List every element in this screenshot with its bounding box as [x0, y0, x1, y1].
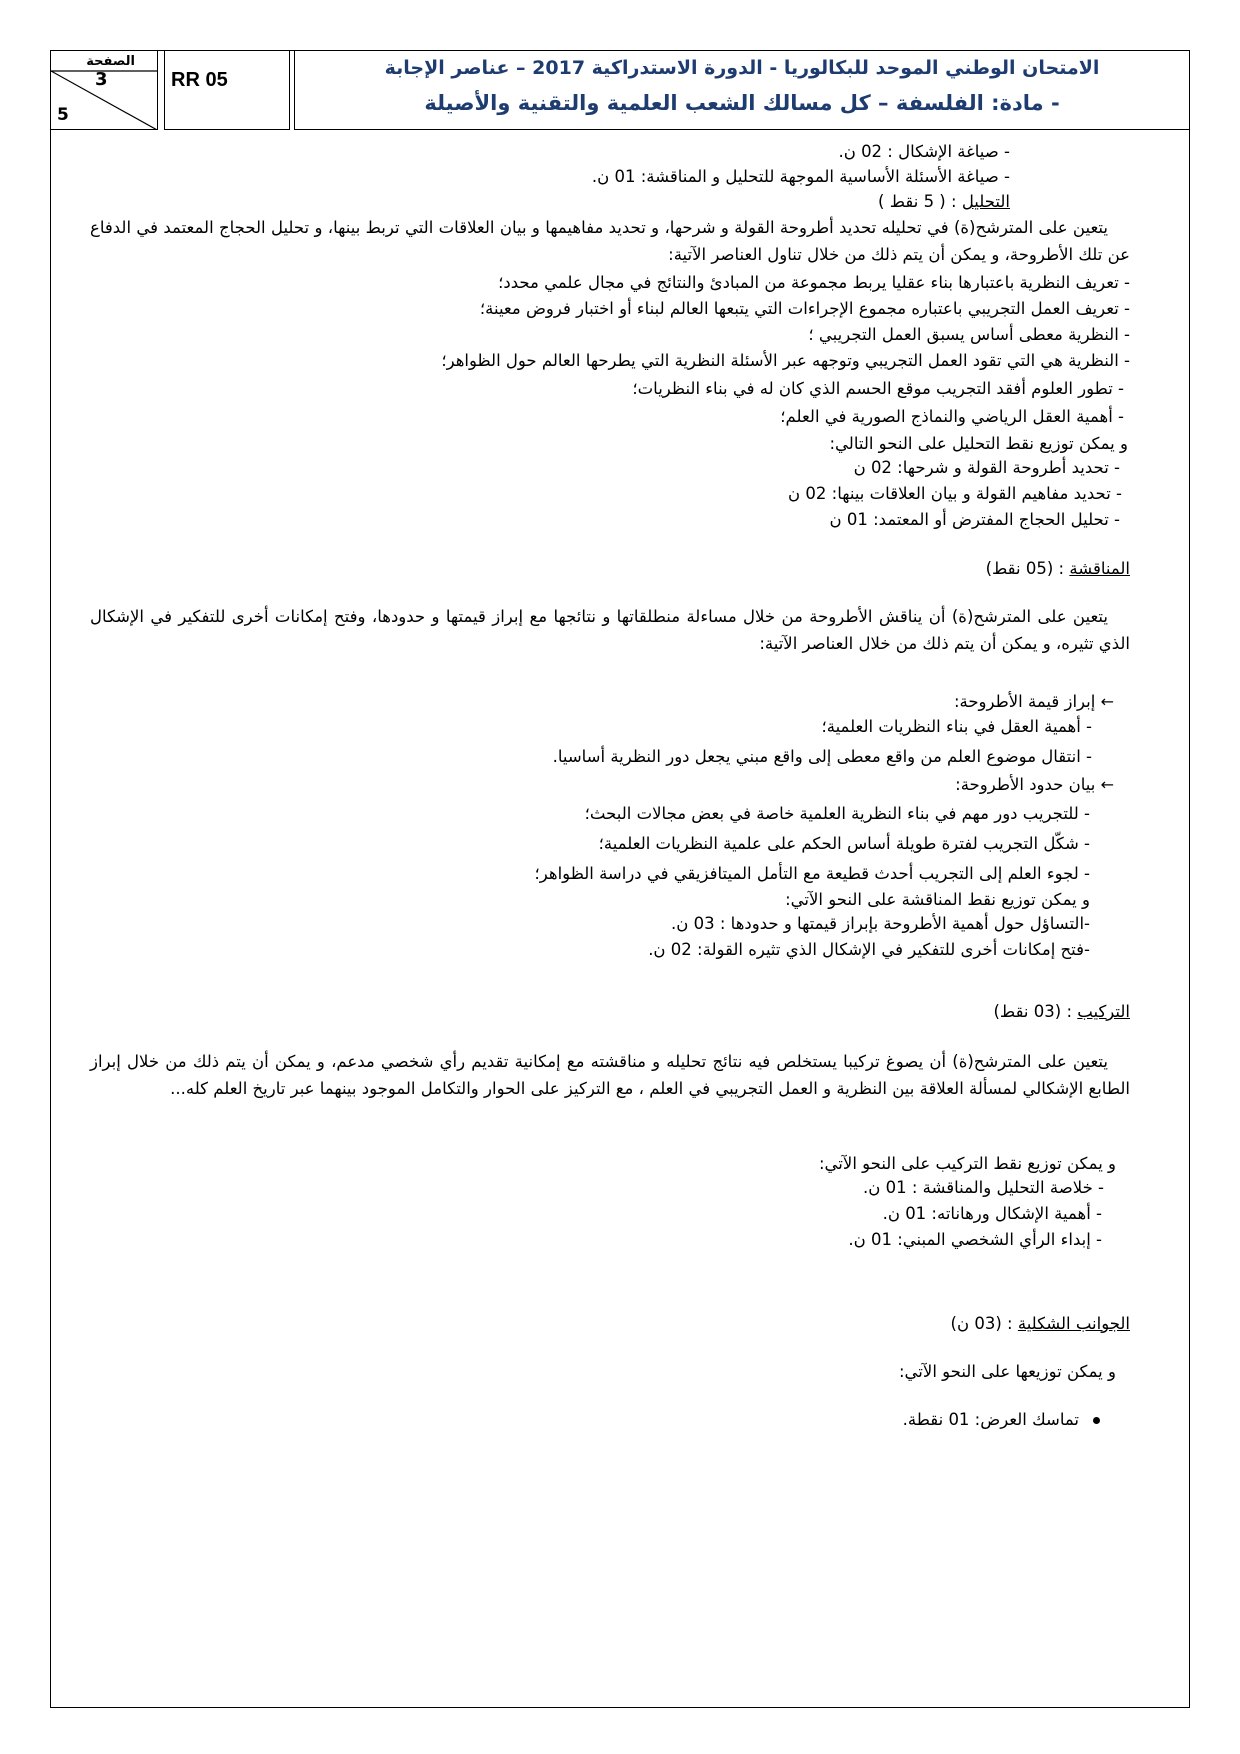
list-item: - النظرية هي التي تقود العمل التجريبي وتوجهه عبر الأسئلة النظرية التي يطرحها العالم حول الظواهر؛: [441, 351, 1130, 370]
list-item: - أهمية العقل الرياضي والنماذج الصورية في العلم؛: [780, 407, 1124, 426]
list-item: - تعريف العمل التجريبي باعتباره مجموع الإجراءات التي يتبعها العالم لبناء أو اختبار فروض معينة؛: [479, 299, 1130, 318]
list-item: - أهمية الإشكال ورهاناته: 01 ن.: [882, 1204, 1102, 1223]
list-item: - إبداء الرأي الشخصي المبني: 01 ن.: [848, 1230, 1102, 1249]
exam-code-box: [164, 50, 290, 130]
bullet-icon: [1093, 1417, 1100, 1424]
list-item: - تحديد مفاهيم القولة و بيان العلاقات بينها: 02 ن: [788, 484, 1122, 503]
synthesis-points: : (03 نقط): [993, 1002, 1073, 1021]
list-item: - خلاصة التحليل والمناقشة : 01 ن.: [862, 1178, 1104, 1197]
page-header: [50, 50, 1190, 130]
analysis-points: : ( 5 نقط ): [878, 192, 957, 211]
analysis-paragraph: يتعين على المترشح(ة) في تحليله تحديد أطروحة القولة و شرحها، و تحديد مفاهيمها و بيان العلاقات التي تربط بينها، و تحليل الحجاج المعتمد في الدفاع عن تلك الأطروحة، و يمكن أن يتم ذلك من خلال تناول العناصر الآتية:: [90, 218, 1130, 264]
limits-heading-line: [955, 771, 1114, 798]
list-item: - انتقال موضوع العلم من واقع معطى إلى واقع مبني يجعل دور النظرية أساسيا.: [552, 747, 1092, 766]
formal-heading-line: [951, 1310, 1130, 1337]
list-item: - شكّل التجريب لفترة طويلة أساس الحكم على علمية النظريات العلمية؛: [598, 834, 1090, 853]
formal-bullet-line: [903, 1406, 1100, 1433]
discussion-heading-line: [986, 555, 1130, 582]
formal-distribution-intro: و يمكن توزيعها على النحو الآتي:: [899, 1362, 1116, 1381]
page-total: 5: [57, 105, 69, 125]
exam-subject: - مادة: الفلسفة – كل مسالك الشعب العلمية والتقنية والأصيلة: [424, 91, 1060, 115]
page-number: 3: [95, 69, 108, 90]
list-item: تماسك العرض: 01 نقطة.: [902, 1410, 1079, 1429]
formal-points: : (03 ن): [950, 1314, 1013, 1333]
arrow-left-icon: ←: [1100, 692, 1114, 711]
analysis-heading-line: [878, 188, 1010, 215]
list-item: - تطور العلوم أفقد التجريب موقع الحسم الذي كان له في بناء النظريات؛: [632, 379, 1124, 398]
list-item: - تعريف النظرية باعتبارها بناء عقليا يربط مجموعة من المبادئ والنتائج في مجال علمي محدد؛: [498, 273, 1130, 292]
discussion-points: : (05 نقط): [985, 559, 1065, 578]
exam-title: الامتحان الوطني الموحد للبكالوريا - الدورة الاستدراكية 2017 – عناصر الإجابة: [384, 57, 1100, 79]
list-item: - تحديد أطروحة القولة و شرحها: 02 ن: [853, 458, 1120, 477]
list-item: - أهمية العقل في بناء النظريات العلمية؛: [821, 717, 1092, 736]
arrow-left-icon: ←: [1100, 775, 1114, 794]
questions-formulation: - صياغة الأسئلة الأساسية الموجهة للتحليل و المناقشة: 01 ن.: [591, 167, 1010, 186]
discussion-heading: المناقشة: [1069, 559, 1130, 578]
formal-heading: الجوانب الشكلية: [1017, 1314, 1130, 1333]
synthesis-heading-line: [993, 998, 1130, 1025]
list-item: -التساؤل حول أهمية الأطروحة بإبراز قيمتها و حدودها : 03 ن.: [671, 914, 1090, 933]
value-heading-line: [954, 688, 1114, 715]
exam-title-box: [294, 50, 1190, 130]
value-heading: إبراز قيمة الأطروحة:: [953, 692, 1096, 711]
discussion-paragraph: يتعين على المترشح(ة) أن يناقش الأطروحة من خلال مساءلة منطلقاتها و نتائجها مع إبراز قيمتها و حدودها، وفتح إمكانات أخرى للتفكير في الإشكال الذي تثيره، و يمكن أن يتم ذلك من خلال العناصر الآتية:: [90, 607, 1130, 653]
synthesis-distribution-intro: و يمكن توزيع نقط التركيب على النحو الآتي:: [819, 1154, 1116, 1173]
list-item: - لجوء العلم إلى التجريب أحدث قطيعة مع التأمل الميتافزيقي في دراسة الظواهر؛: [534, 864, 1090, 883]
discussion-distribution-intro: و يمكن توزيع نقط المناقشة على النحو الآتي:: [785, 890, 1090, 909]
analysis-distribution-intro: و يمكن توزيع نقط التحليل على النحو التالي:: [829, 434, 1128, 453]
analysis-heading: التحليل: [961, 192, 1010, 211]
list-item: - تحليل الحجاج المفترض أو المعتمد: 01 ن: [829, 510, 1120, 529]
synthesis-heading: التركيب: [1077, 1002, 1130, 1021]
problem-formulation: - صياغة الإشكال : 02 ن.: [838, 142, 1010, 161]
list-item: - النظرية معطى أساس يسبق العمل التجريبي ؛: [808, 325, 1130, 344]
synthesis-paragraph: يتعين على المترشح(ة) أن يصوغ تركيبا يستخلص فيه نتائج تحليله و مناقشته مع إمكانية تقديم رأي شخصي مدعم، و يمكن أن يتم ذلك من خلال إبراز الطابع الإشكالي لمسألة العلاقة بين النظرية و العمل التجريبي في العلم ، مع التركيز على الحوار والتكامل الموجود بينهما عبر تاريخ العلم كله...: [90, 1052, 1130, 1098]
exam-code: RR 05: [171, 69, 228, 91]
list-item: - للتجريب دور مهم في بناء النظرية العلمية خاصة في بعض مجالات البحث؛: [584, 804, 1090, 823]
list-item: -فتح إمكانات أخرى للتفكير في الإشكال الذي تثيره القولة: 02 ن.: [648, 940, 1090, 959]
page-label: الصفحة: [86, 54, 135, 69]
limits-heading: بيان حدود الأطروحة:: [955, 775, 1096, 794]
page-number-box: [50, 50, 158, 130]
